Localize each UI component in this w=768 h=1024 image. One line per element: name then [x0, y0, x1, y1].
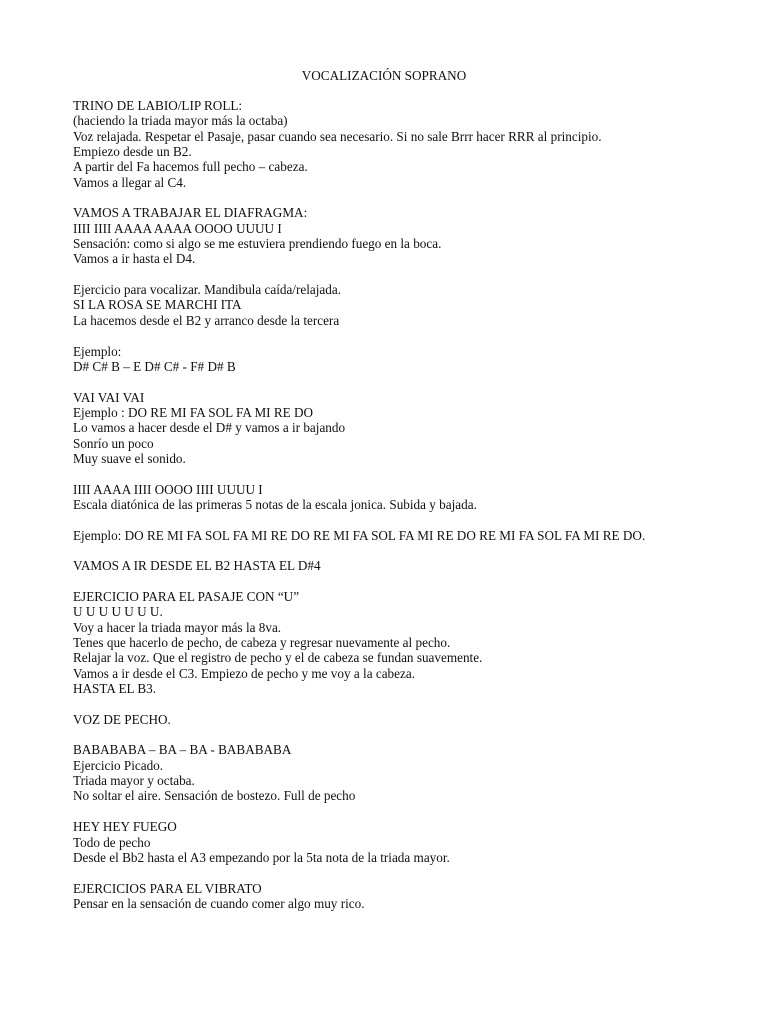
- text-line: Triada mayor y octaba.: [73, 773, 195, 789]
- paragraph-gap: [73, 374, 753, 389]
- paragraph-gap: [73, 466, 753, 481]
- text-line: IIII IIII AAAA AAAA OOOO UUUU I: [73, 220, 282, 236]
- document-section: [73, 742, 753, 803]
- paragraph-gap: [73, 328, 753, 343]
- text-line: Escala diatónica de las primeras 5 notas de la escala jonica. Subida y bajada.: [73, 496, 477, 512]
- text-line: Tenes que hacerlo de pecho, de cabeza y regresar nuevamente al pecho.: [73, 635, 451, 651]
- text-line: TRINO DE LABIO/LIP ROLL:: [73, 98, 243, 113]
- document-section: [73, 558, 753, 573]
- text-line: Vamos a ir hasta el D4.: [73, 251, 196, 267]
- text-line: Voz relajada. Respetar el Pasaje, pasar cuando sea necesario. Si no sale Brrr hacer RRR al principio.: [73, 128, 602, 144]
- paragraph-gap: [73, 512, 753, 527]
- text-line: Relajar la voz. Que el registro de pecho y el de cabeza se fundan suavemente.: [73, 650, 483, 666]
- text-line: No soltar el aire. Sensación de bostezo. Full de pecho: [73, 788, 356, 804]
- text-line: Ejemplo: DO RE MI FA SOL FA MI RE DO RE MI FA SOL FA MI RE DO RE MI FA SOL FA MI RE DO.: [73, 527, 646, 543]
- text-line: Sensación: como si algo se me estuviera prendiendo fuego en la boca.: [73, 236, 442, 252]
- text-line: Vamos a llegar al C4.: [73, 174, 187, 190]
- text-line: U U U U U U U.: [73, 604, 163, 620]
- paragraph-gap: [73, 574, 753, 589]
- text-line: Ejercicio para vocalizar. Mandibula caída/relajada.: [73, 282, 341, 298]
- paragraph-gap: [73, 267, 753, 282]
- text-line: Sonrío un poco: [73, 435, 154, 451]
- document-section: [73, 344, 753, 375]
- text-line: EJERCICIO PARA EL PASAJE CON “U”: [73, 589, 300, 604]
- text-line: Vamos a ir desde el C3. Empiezo de pecho y me voy a la cabeza.: [73, 665, 416, 681]
- paragraph-gap: [73, 543, 753, 558]
- document-section: [73, 528, 753, 543]
- document-section: [73, 482, 753, 513]
- text-line: VAMOS A IR DESDE EL B2 HASTA EL D#4: [73, 558, 321, 574]
- text-line: Empiezo desde un B2.: [73, 144, 192, 160]
- document-section: [73, 282, 753, 328]
- text-line: IIII AAAA IIII OOOO IIII UUUU I: [73, 481, 263, 497]
- text-line: VOZ DE PECHO.: [73, 711, 171, 727]
- text-line: A partir del Fa hacemos full pecho – cabeza.: [73, 159, 308, 175]
- document-section: [73, 712, 753, 727]
- document-title: VOCALIZACIÓN SOPRANO: [301, 68, 467, 83]
- text-line: D# C# B – E D# C# - F# D# B: [73, 358, 236, 374]
- document-body: [73, 98, 753, 911]
- text-line: VAMOS A TRABAJAR EL DIAFRAGMA:: [73, 205, 308, 221]
- text-line: Muy suave el sonido.: [73, 450, 186, 466]
- text-line: Todo de pecho: [73, 834, 151, 850]
- text-line: Ejemplo : DO RE MI FA SOL FA MI RE DO: [73, 404, 314, 420]
- paragraph-gap: [73, 804, 753, 819]
- document-section: [73, 98, 753, 190]
- paragraph-gap: [73, 865, 753, 880]
- text-line: Ejercicio Picado.: [73, 757, 164, 773]
- text-line: Voy a hacer la triada mayor más la 8va.: [73, 619, 282, 635]
- text-line: Desde el Bb2 hasta el A3 empezando por la 5ta nota de la triada mayor.: [73, 849, 450, 865]
- paragraph-gap: [73, 190, 753, 205]
- text-line: Ejemplo:: [73, 343, 122, 359]
- text-line: Lo vamos a hacer desde el D# y vamos a ir bajando: [73, 420, 346, 436]
- document-section: [73, 390, 753, 467]
- document-section: [73, 819, 753, 865]
- text-line: (haciendo la triada mayor más la octaba): [73, 113, 288, 129]
- text-line: SI LA ROSA SE MARCHI ITA: [73, 297, 242, 313]
- text-line: HASTA EL B3.: [73, 681, 157, 697]
- text-line: La hacemos desde el B2 y arranco desde la tercera: [73, 312, 340, 328]
- text-line: VAI VAI VAI: [73, 389, 145, 405]
- document-section: [73, 881, 753, 912]
- text-line: EJERCICIOS PARA EL VIBRATO: [73, 880, 262, 896]
- paragraph-gap: [73, 696, 753, 711]
- document-section: [73, 205, 753, 266]
- paragraph-gap: [73, 727, 753, 742]
- document-section: [73, 589, 753, 696]
- text-line: Pensar en la sensación de cuando comer algo muy rico.: [73, 895, 365, 911]
- text-line: HEY HEY FUEGO: [73, 819, 177, 835]
- text-line: BABABABA – BA – BA - BABABABA: [73, 742, 292, 758]
